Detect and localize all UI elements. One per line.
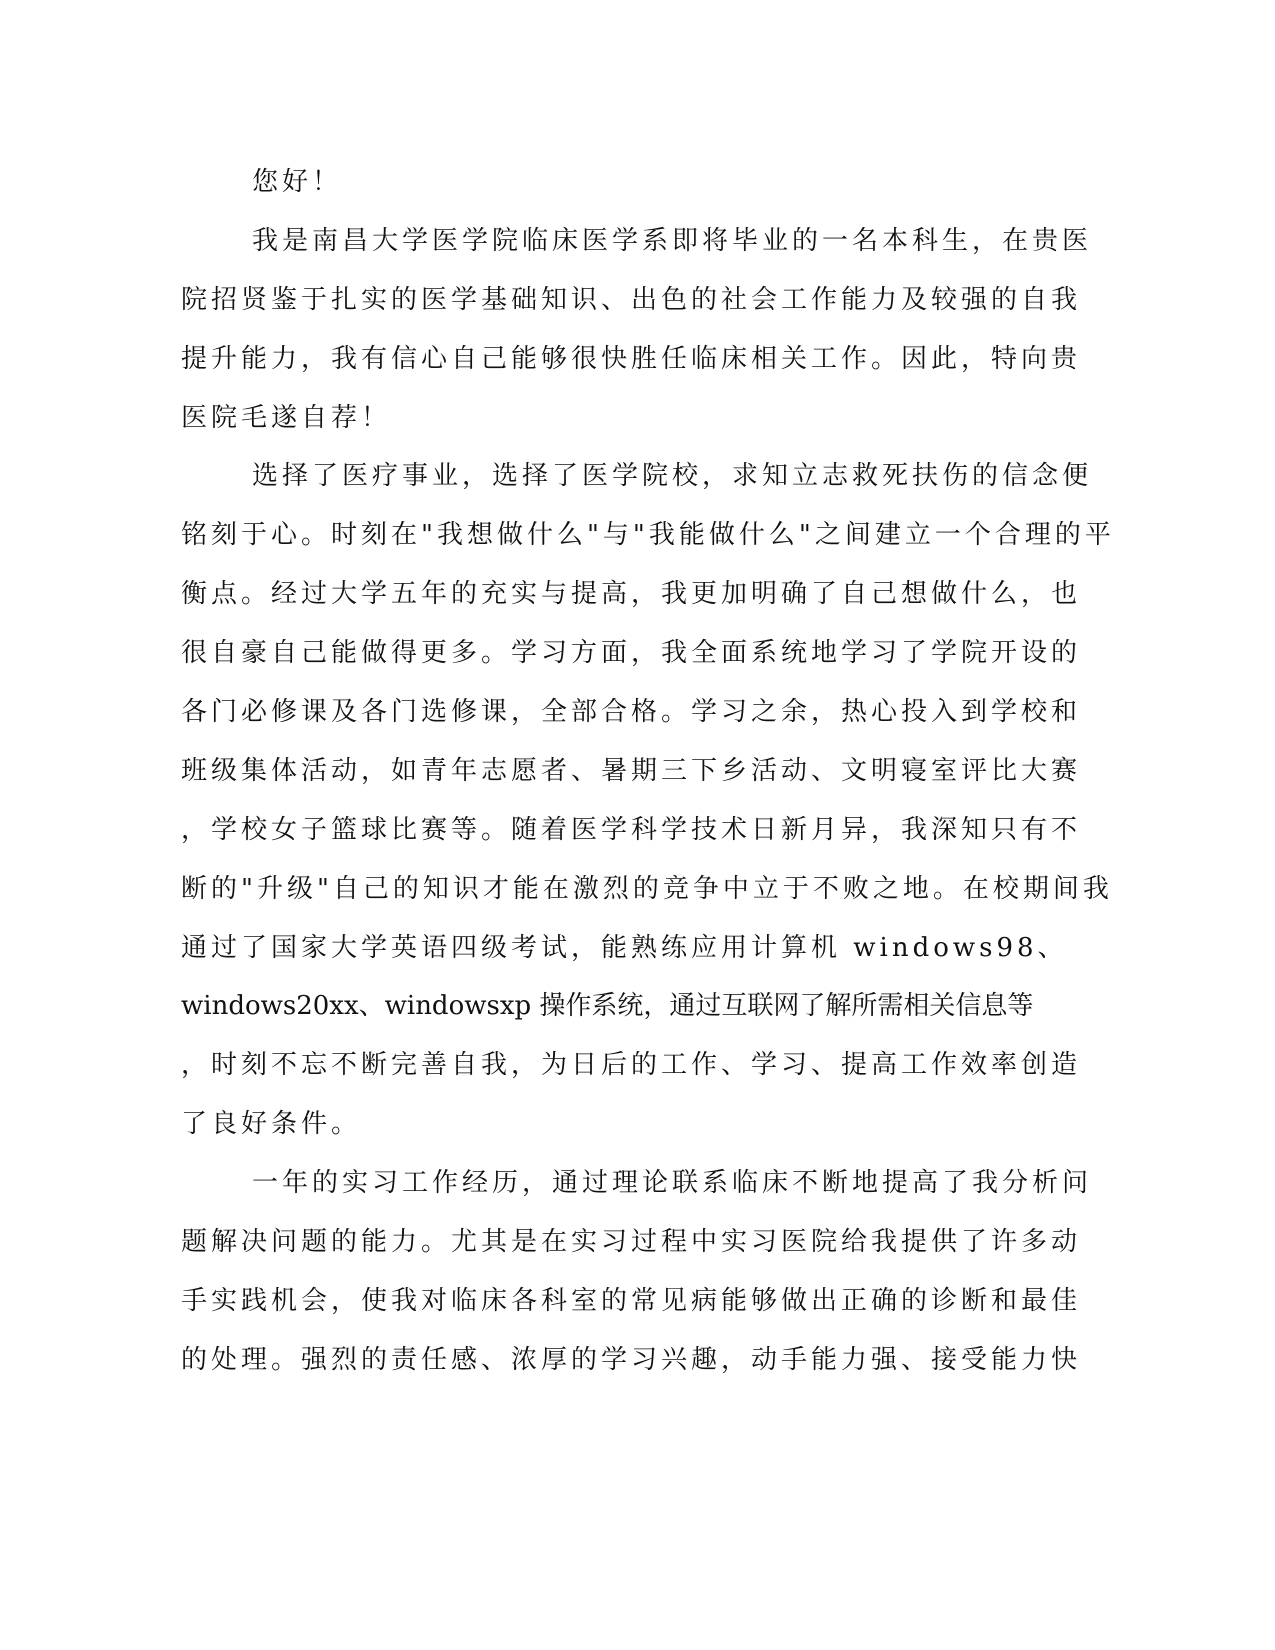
- paragraph-1-line-1: 我是南昌大学医学院临床医学系即将毕业的一名本科生，在贵医: [252, 225, 1093, 256]
- paragraph-2-line-11: ，时刻不忘不断完善自我，为日后的工作、学习、提高工作效率创造: [181, 1050, 1082, 1081]
- paragraph-2-line-8: 断的"升级"自己的知识才能在激烈的竞争中立于不败之地。在校期间我: [181, 873, 1113, 904]
- paragraph-2-line-7: ，学校女子篮球比赛等。随着医学科学技术日新月异，我深知只有不: [181, 814, 1082, 845]
- paragraph-2-line-5: 各门必修课及各门选修课，全部合格。学习之余，热心投入到学校和: [181, 697, 1082, 728]
- paragraph-2-line-9: 通过了国家大学英语四级考试，能熟练应用计算机 windows98、: [181, 932, 1068, 963]
- paragraph-2-line-2: 铭刻于心。时刻在"我想做什么"与"我能做什么"之间建立一个合理的平: [181, 520, 1115, 551]
- paragraph-1-line-2: 院招贤鉴于扎实的医学基础知识、出色的社会工作能力及较强的自我: [181, 284, 1082, 315]
- paragraph-2-line-3: 衡点。经过大学五年的充实与提高，我更加明确了自己想做什么，也: [181, 579, 1082, 610]
- paragraph-3-line-2: 题解决问题的能力。尤其是在实习过程中实习医院给我提供了许多动: [181, 1227, 1082, 1258]
- paragraph-1-line-3: 提升能力，我有信心自己能够很快胜任临床相关工作。因此，特向贵: [181, 343, 1082, 374]
- paragraph-2-line-6: 班级集体活动，如青年志愿者、暑期三下乡活动、文明寝室评比大赛: [181, 755, 1082, 786]
- paragraph-3-line-1: 一年的实习工作经历，通过理论联系临床不断地提高了我分析问: [252, 1168, 1093, 1199]
- paragraph-3-line-4: 的处理。强烈的责任感、浓厚的学习兴趣，动手能力强、接受能力快: [181, 1344, 1082, 1375]
- paragraph-1-line-4: 医院毛遂自荐！: [181, 402, 392, 433]
- letter-body: [181, 160, 1115, 1397]
- paragraph-2-line-1: 选择了医疗事业，选择了医学院校，求知立志救死扶伤的信念便: [252, 461, 1093, 492]
- greeting-line: 您好！: [252, 167, 343, 197]
- paragraph-2-line-10: windows20xx、windowsxp 操作系统，通过互联网了解所需相关信息等: [181, 991, 1034, 1022]
- paragraph-2-line-4: 很自豪自己能做得更多。学习方面，我全面系统地学习了学院开设的: [181, 638, 1082, 669]
- paragraph-2-line-12: 了良好条件。: [181, 1109, 362, 1140]
- paragraph-3-line-3: 手实践机会，使我对临床各科室的常见病能够做出正确的诊断和最佳: [181, 1285, 1082, 1316]
